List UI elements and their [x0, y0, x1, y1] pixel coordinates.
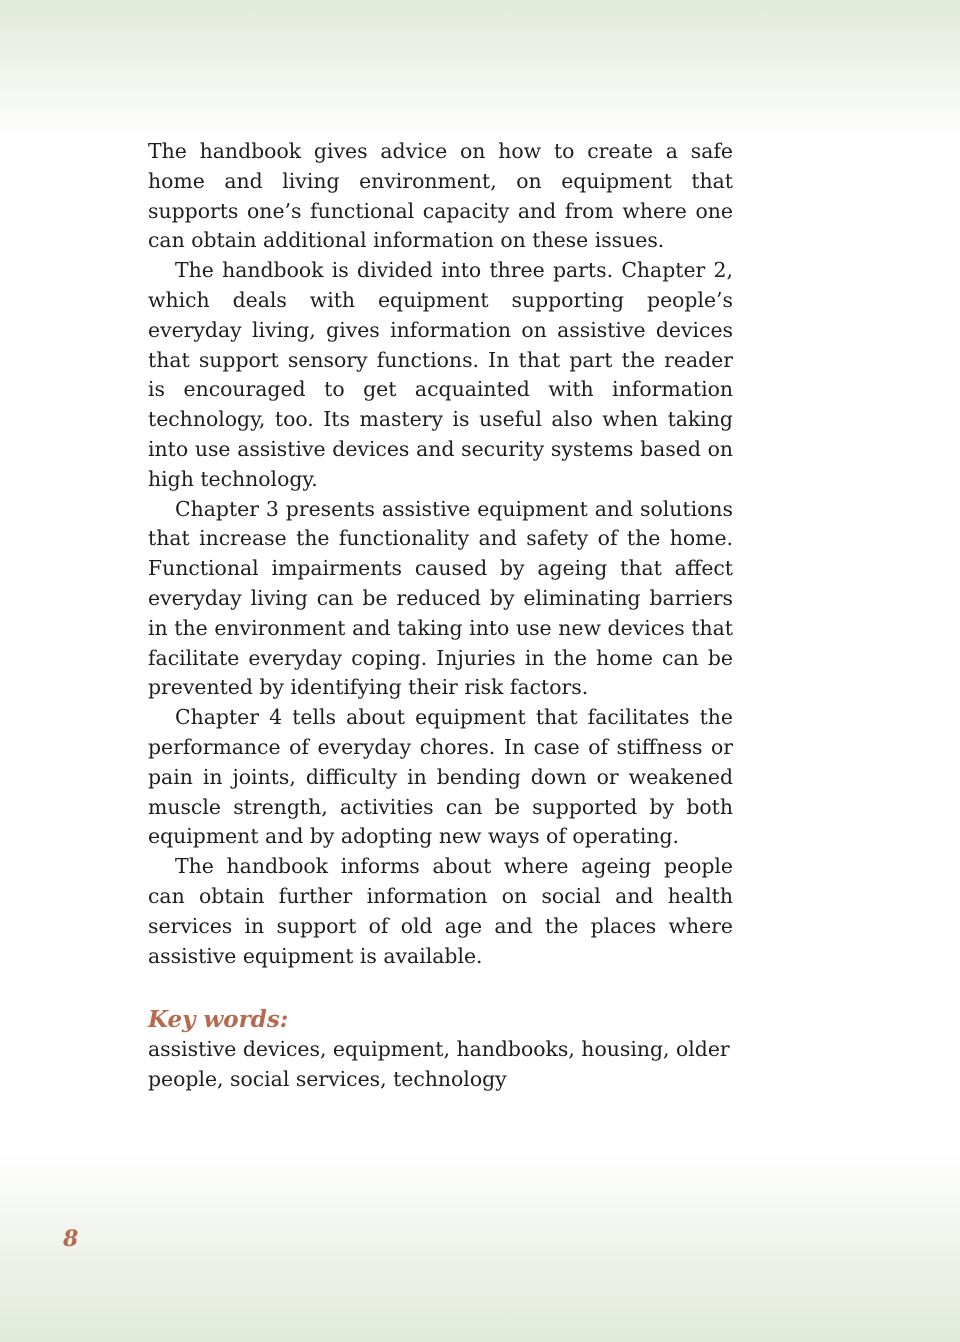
paragraph-intro: The handbook gives advice on how to create a safe home and living environment, on equipment that supports one’s functional capacity and from where one can obtain additional information on these issues.: [148, 139, 733, 253]
page-content: [148, 137, 733, 1095]
header-decorative-band: [0, 0, 960, 140]
paragraph-chapter-2: The handbook is divided into three parts. Chapter 2, which deals with equipment supporting people’s everyday living, gives information on assistive devices that support sensory functions. In that part the reader is encouraged to get acquainted with information technology, too. Its mastery is useful also when taking into use assistive devices and security systems based on high technology.: [148, 258, 733, 491]
paragraph-chapter-4: Chapter 4 tells about equipment that facilitates the performance of everyday chores. In case of stiffness or pain in joints, difficulty in bending down or weakened muscle strength, activities can be supported by both equipment and by adopting new ways of operating.: [148, 705, 733, 849]
paragraph-services: The handbook informs about where ageing people can obtain further information on social and health services in support of old age and the places where assistive equipment is available.: [148, 854, 733, 968]
page-number: 8: [63, 1226, 79, 1252]
keywords-list: assistive devices, equipment, handbooks, housing, older people, social services, technology: [148, 1037, 730, 1092]
keywords-heading: Key words:: [148, 1006, 289, 1034]
footer-decorative-band: [0, 1152, 960, 1342]
paragraph-chapter-3: Chapter 3 presents assistive equipment and solutions that increase the functionality and safety of the home. Functional impairments caused by ageing that affect everyday living can be reduced by eliminating barriers in the environment and taking into use new devices that facilitate everyday coping. Injuries in the home can be prevented by identifying their risk factors.: [148, 496, 733, 700]
